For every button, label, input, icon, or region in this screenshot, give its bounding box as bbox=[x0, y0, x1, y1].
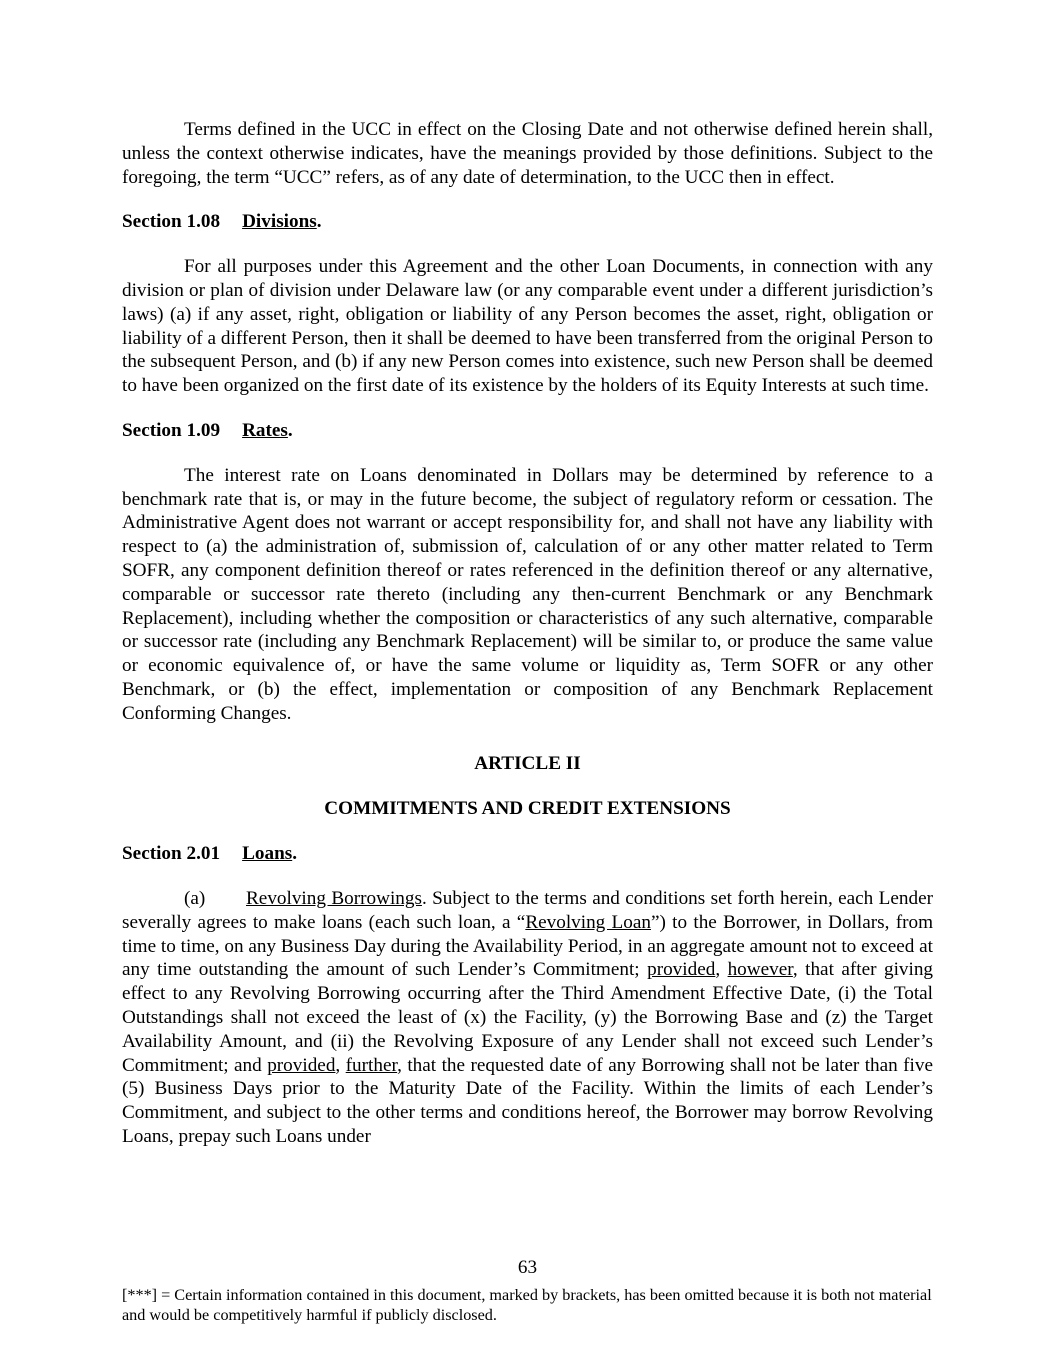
subsection-text-1: . Subject to the terms and conditions set forth herein, each Lender severally agrees to make loans (each such loan, a “ bbox=[122, 887, 933, 933]
subsection-a-paragraph bbox=[122, 887, 933, 1149]
section-number: Section 1.08 bbox=[122, 211, 221, 233]
confidentiality-footnote: [***] = Certain information contained in this document, marked by brackets, has been omitted because it is both not material and would be competitively harmful if publicly disclosed. bbox=[122, 1286, 932, 1324]
section-title: Loans bbox=[242, 843, 293, 865]
further-emphasis: further bbox=[345, 1054, 398, 1076]
subsection-text-6: , that the requested date of any Borrowing shall not be later than five (5) Business Days prior to the Maturity Date of the Facility. Within the limits of each Lender’s Commitment, and subject to the other terms and conditions hereof, the Borrower may borrow Revolving Loans, prepay such Loans under bbox=[122, 1054, 934, 1147]
article-heading: COMMITMENTS AND CREDIT EXTENSIONS bbox=[324, 798, 731, 820]
subsection-marker: (a) bbox=[184, 887, 206, 909]
section-period: . bbox=[316, 211, 322, 233]
subsection-title: Revolving Borrowings bbox=[246, 887, 422, 909]
paragraph-ucc-intro: Terms defined in the UCC in effect on the Closing Date and not otherwise defined herein shall, unless the context otherwise indicates, have the meanings provided by those definitions. Subject to the foregoing, the term “UCC” refers, as of any date of determination, to the UCC then in effect. bbox=[122, 119, 933, 188]
defined-term-revolving-loan: Revolving Loan bbox=[525, 911, 651, 933]
article-number: ARTICLE II bbox=[474, 752, 581, 774]
page-footer bbox=[0, 1257, 1055, 1365]
section-title: Divisions bbox=[242, 211, 317, 233]
paragraph-rates-body: The interest rate on Loans denominated in Dollars may be determined by reference to a benchmark rate that is, or may in the future become, the subject of regulatory reform or cessation. The Administrative Agent does not warrant or accept responsibility for, and shall not have any liability with respect to (a) the administration of, submission of, calculation of or any other matter related to Term SOFR, any component definition thereof or rates referenced in the definition thereof or any alternative, comparable or successor rate thereto (including any then-current Benchmark or any Benchmark Replacement), including whether the composition or characteristics of any such alternative, comparable or successor rate (including any Benchmark Replacement) will be similar to, or produce the same value or economic equivalence of, or have the same volume or liquidity as, Term SOFR or any other Benchmark, or (b) the effect, implementation or composition of any Benchmark Replacement Conforming Changes. bbox=[122, 464, 933, 724]
section-period: . bbox=[292, 843, 297, 865]
section-heading-2-01 bbox=[122, 842, 933, 866]
subsection-text-5: , bbox=[335, 1054, 346, 1076]
section-number: Section 2.01 bbox=[122, 843, 221, 865]
section-period: . bbox=[287, 419, 293, 441]
provided-emphasis-2: provided bbox=[267, 1054, 336, 1076]
provided-emphasis-1: provided bbox=[647, 959, 716, 981]
section-title: Rates bbox=[242, 419, 288, 441]
subsection-text-2: ”) to the Borrower, in Dollars, from time to time, on any Business Day during the Availability Period, in an aggregate amount not to exceed at any time outstanding the amount of such Lender’s Commitment; bbox=[122, 911, 933, 981]
subsection-text-3: , bbox=[715, 959, 728, 981]
however-emphasis: however bbox=[727, 959, 793, 981]
page-number: 63 bbox=[517, 1257, 538, 1278]
section-number: Section 1.09 bbox=[122, 419, 221, 441]
section-heading-1-09 bbox=[122, 419, 933, 443]
paragraph-divisions-body: For all purposes under this Agreement and the other Loan Documents, in connection with any division or plan of division under Delaware law (or any comparable event under a different jurisdiction’s laws) (a) if any asset, right, obligation or liability of any Person becomes the asset, right, obligation or liability of a different Person, then it shall be deemed to have been transferred from the original Person to the subsequent Person, and (b) if any new Person comes into existence, such new Person shall be deemed to have been organized on the first date of its existence by the holders of its Equity Interests at such time. bbox=[122, 256, 933, 397]
section-heading-1-08 bbox=[122, 210, 933, 234]
subsection-text-4: , that after giving effect to any Revolving Borrowing occurring after the Third Amendment Effective Date, (i) the Total Outstandings shall not exceed the least of (x) the Facility, (y) the Borrowing Base and (z) the Target Availability Amount, and (ii) the Revolving Exposure of any Lender shall not exceed such Lender’s Commitment; and bbox=[122, 959, 934, 1076]
